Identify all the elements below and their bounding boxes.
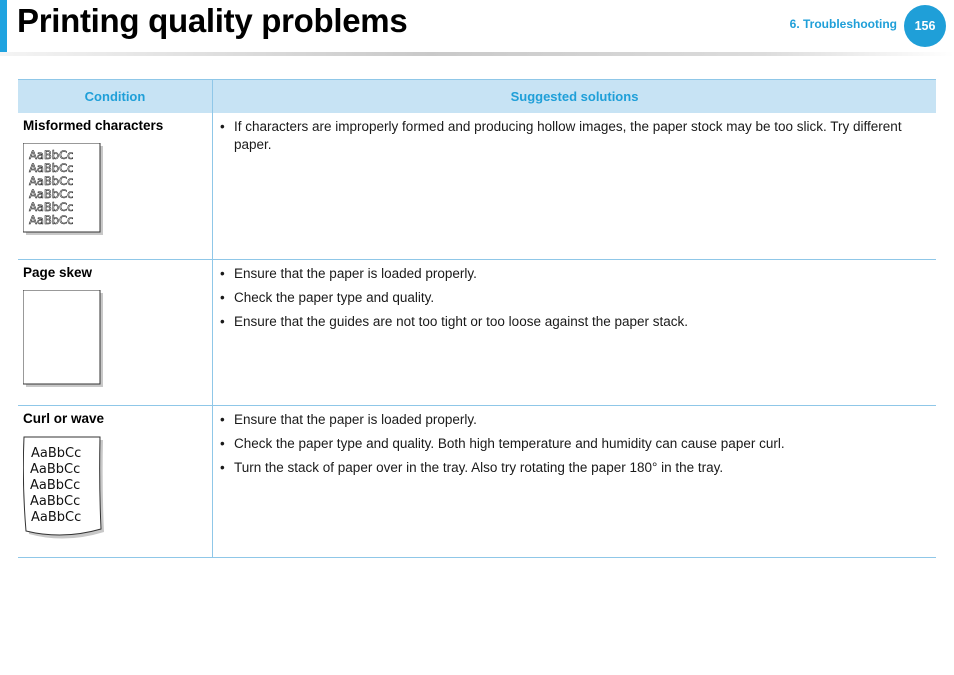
skewed-page-sample: [23, 290, 105, 390]
solutions-column-header: Suggested solutions: [213, 80, 937, 114]
sample-text-line: AaBbCc: [30, 461, 81, 477]
sample-text-line: AaBbCc: [31, 509, 82, 525]
solution-item: • Ensure that the guides are not too tight or too loose against the paper stack.: [220, 313, 916, 331]
table-header-row: [18, 80, 936, 114]
sample-text-line: AaBbCc: [30, 477, 81, 493]
sample-text-line: AaBbCc: [29, 174, 74, 188]
header-divider: [0, 52, 954, 56]
title-accent-bar: [0, 0, 7, 52]
sample-text-line: AaBbCc: [30, 493, 81, 509]
condition-label: Page skew: [23, 264, 93, 280]
solutions-cell: [213, 259, 937, 405]
solution-list: [220, 265, 916, 331]
sample-text-line: AaBbCc: [29, 200, 74, 214]
solution-item: • Check the paper type and quality. Both high temperature and humidity can cause paper curl.: [220, 435, 916, 453]
page-number-badge: 156: [904, 5, 946, 47]
table-row: [18, 405, 936, 557]
solution-item: • Check the paper type and quality.: [220, 289, 916, 307]
solution-list: [220, 411, 916, 477]
solutions-cell: [213, 113, 937, 259]
condition-label: Misformed characters: [23, 118, 164, 133]
sample-text-line: AaBbCc: [29, 187, 74, 201]
sample-text-line: AaBbCc: [29, 213, 74, 227]
solution-item: • If characters are improperly formed and producing hollow images, the paper stock may be too slick. Try different paper.: [220, 118, 916, 154]
sample-text-line: AaBbCc: [29, 148, 74, 162]
sample-text-line: AaBbCc: [29, 161, 74, 175]
section-label: 6. Troubleshooting: [789, 17, 897, 31]
condition-cell: [18, 259, 213, 405]
misformed-characters-sample: [23, 143, 105, 238]
condition-cell: [18, 113, 213, 259]
table-row: [18, 259, 936, 405]
solution-list: [220, 118, 916, 154]
condition-column-header: Condition: [18, 80, 213, 114]
condition-label: Curl or wave: [23, 410, 105, 426]
sample-text-line: AaBbCc: [31, 445, 82, 461]
solutions-cell: [213, 405, 937, 557]
solution-item: • Ensure that the paper is loaded properly.: [220, 265, 916, 283]
table-row: [18, 113, 936, 259]
solution-item: • Ensure that the paper is loaded properly.: [220, 411, 916, 429]
troubleshooting-table: [18, 79, 936, 558]
condition-cell: [18, 405, 213, 557]
solution-item: • Turn the stack of paper over in the tray. Also try rotating the paper 180° in the tray.: [220, 459, 916, 477]
page-title: Printing quality problems: [17, 2, 408, 39]
curled-page-sample: [23, 436, 107, 541]
